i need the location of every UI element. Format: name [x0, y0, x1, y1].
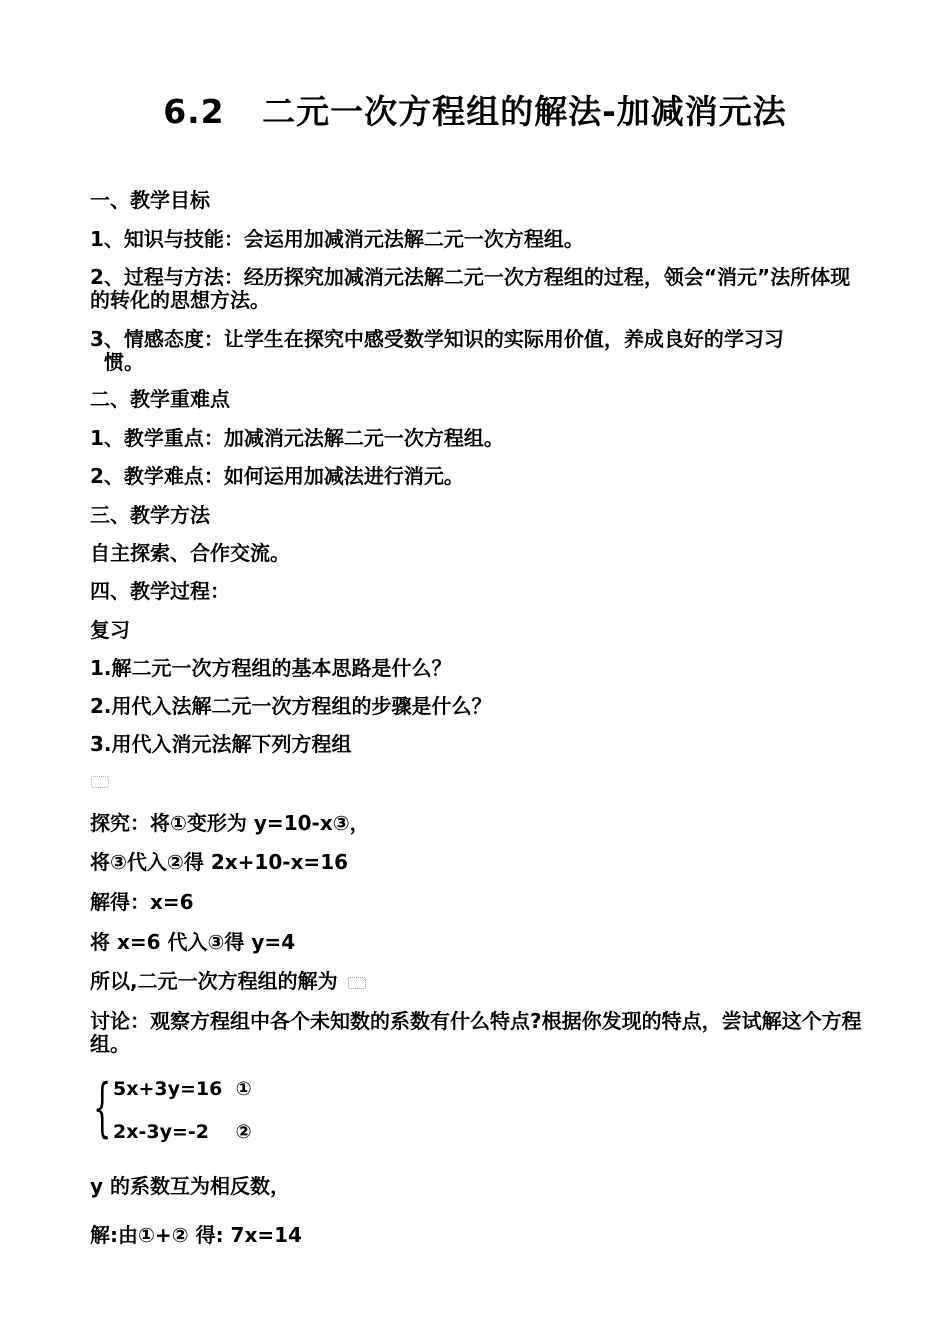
equation-image-placeholder: [91, 776, 109, 788]
review-heading: 复习: [90, 618, 130, 642]
section-heading-key-points: 二、教学重难点: [90, 387, 230, 411]
equation-1: 5x+3y=16 ①: [113, 1078, 252, 1100]
page-title: 6.2 二元一次方程组的解法-加减消元法: [163, 92, 787, 131]
section-heading-method: 三、教学方法: [90, 503, 210, 527]
coefficient-note: y 的系数互为相反数，: [90, 1174, 290, 1198]
discussion-text: 讨论：观察方程组中各个未知数的系数有什么特点?根据你发现的特点，尝试解这个方程组。: [90, 1009, 862, 1056]
explore-line-1: 探究：将①变形为 y=10-x③，: [90, 811, 370, 835]
solution-image-placeholder: [348, 977, 366, 989]
review-question-3: 3.用代入消元法解下列方程组: [90, 732, 352, 756]
equation-2: 2x-3y=-2 ②: [113, 1121, 252, 1143]
goal-attitude-cont: 惯。: [104, 350, 144, 374]
goal-knowledge: 1、知识与技能：会运用加减消元法解二元一次方程组。: [90, 227, 584, 251]
explore-line-2: 将③代入②得 2x+10-x=16: [90, 850, 349, 874]
explore-line-5: [90, 970, 870, 993]
solution-step: 解:由①+② 得: 7x=14: [90, 1223, 302, 1247]
section-heading-goals: 一、教学目标: [90, 188, 210, 212]
key-point: 1、教学重点：加减消元法解二元一次方程组。: [90, 426, 504, 450]
explore-line-3: 解得：x=6: [90, 890, 194, 914]
goal-process: 2、过程与方法：经历探究加减消元法解二元一次方程组的过程，领会“消元”法所体现的转化的思想方法。: [90, 265, 851, 312]
review-question-1: 1.解二元一次方程组的基本思路是什么？: [90, 656, 452, 680]
equation-system: [93, 1071, 293, 1148]
explore-line-4: 将 x=6 代入③得 y=4: [90, 930, 296, 954]
brace-symbol: {: [93, 1071, 112, 1145]
difficult-point: 2、教学难点：如何运用加减法进行消元。: [90, 464, 464, 488]
review-question-2: 2.用代入法解二元一次方程组的步骤是什么？: [90, 694, 492, 718]
section-heading-process: 四、教学过程：: [90, 579, 230, 603]
method-text: 自主探索、合作交流。: [90, 541, 290, 565]
explore-line-5-text: 所以,二元一次方程组的解为: [90, 969, 338, 993]
goal-attitude: 3、情感态度：让学生在探究中感受数学知识的实际用价值，养成良好的学习习: [90, 327, 784, 351]
